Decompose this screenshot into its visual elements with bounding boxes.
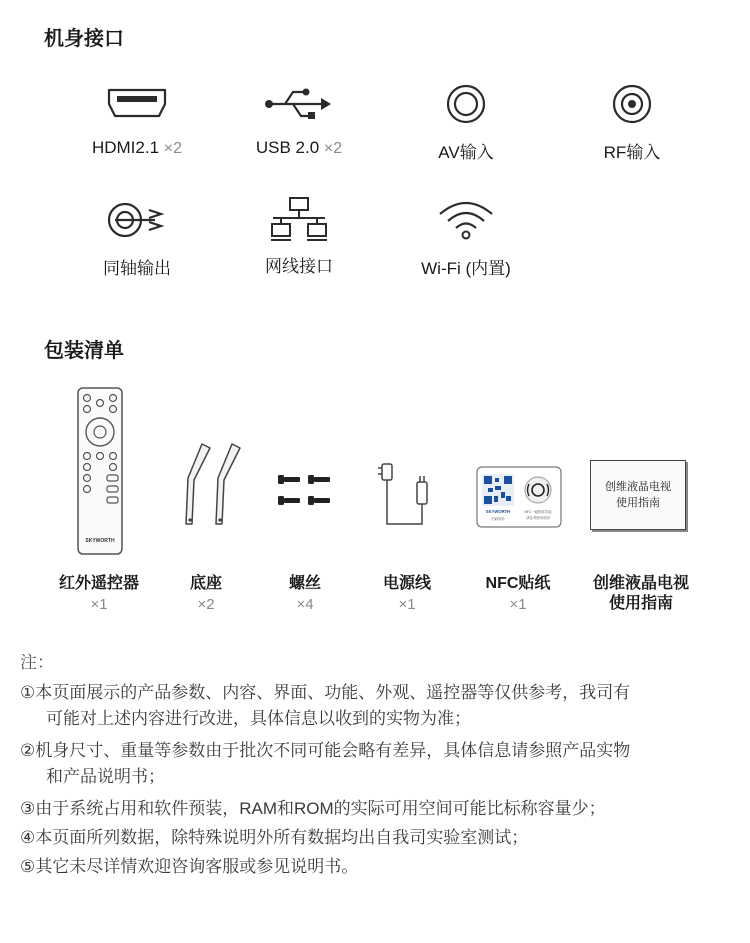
ethernet-port-icon — [269, 196, 329, 242]
item-name-stand: 底座 — [189, 575, 222, 592]
wifi-icon — [436, 200, 496, 240]
item-qty-nfc: ×1 — [509, 596, 527, 613]
note-item-5 — [20, 854, 358, 880]
port-label: Wi-Fi (内置) — [421, 259, 511, 278]
note-line: ⑤其它未尽详情欢迎咨询客服或参见说明书。 — [20, 857, 359, 876]
note-item-1 — [20, 680, 630, 732]
port-label: USB 2.0 — [255, 138, 320, 157]
item-name-power: 电源线 — [382, 575, 431, 592]
item-name-remote: 红外遥控器 — [58, 575, 139, 592]
item-name-nfc: NFC贴纸 — [485, 575, 551, 592]
item-name-manual-line2: 使用指南 — [608, 595, 673, 612]
port-label: RF输入 — [603, 143, 661, 162]
nfc-sticker-icon — [476, 466, 562, 528]
port-usb — [214, 84, 384, 158]
stand-legs-icon — [180, 440, 250, 530]
port-hdmi — [52, 84, 222, 158]
notes-heading: 注： — [20, 653, 54, 672]
note-line: ④本页面所列数据，除特殊说明外所有数据均出自我司实验室测试； — [20, 828, 529, 847]
port-label: HDMI2.1 — [91, 138, 160, 157]
coaxial-output-icon — [105, 200, 169, 240]
item-name-manual-line1: 创维液晶电视 — [592, 575, 689, 592]
item-qty-screws: ×4 — [296, 596, 314, 613]
screws-icon — [274, 470, 336, 512]
note-line: ②机身尺寸、重量等参数由于批次不同可能会略有差异，具体信息请参照产品实物 — [20, 741, 631, 760]
nfc-brand: SKYWORTH — [485, 509, 511, 514]
note-item-3 — [20, 796, 606, 822]
power-cord-icon — [378, 458, 434, 530]
port-coaxial — [52, 200, 222, 279]
manual-title-line2: 使用指南 — [616, 497, 660, 509]
interfaces-title: 机身接口 — [44, 28, 124, 50]
port-ethernet — [214, 196, 384, 277]
remote-brand: SKYWORTH — [85, 538, 115, 544]
nfc-caption-right-2: 请参考使用说明 — [526, 516, 550, 520]
manual-book-icon — [590, 460, 686, 530]
item-name-manual — [576, 574, 706, 614]
note-item-4 — [20, 825, 528, 851]
hdmi-port-icon — [105, 84, 169, 124]
note-line: 和产品说明书； — [46, 767, 165, 786]
note-line: 可能对上述内容进行改进，具体信息以收到的实物为准； — [46, 709, 471, 728]
note-line: ③由于系统占用和软件预装，RAM和ROM的实际可用空间可能比标称容量少； — [20, 799, 606, 818]
port-wifi — [381, 200, 551, 279]
port-qty: ×2 — [163, 140, 183, 157]
port-label: 网线接口 — [265, 257, 333, 276]
usb-port-icon — [263, 84, 335, 124]
nfc-caption-right: NFC一碰投屏功能 — [524, 510, 552, 514]
remote-control-icon — [76, 386, 124, 556]
item-qty-power: ×1 — [398, 596, 416, 613]
port-label: 同轴输出 — [103, 259, 171, 278]
port-rf — [547, 84, 717, 163]
item-name-screws: 螺丝 — [288, 575, 321, 592]
note-item-2 — [20, 738, 630, 790]
port-av — [381, 84, 551, 163]
item-qty-stand: ×2 — [197, 596, 215, 613]
package-title: 包装清单 — [44, 340, 124, 362]
note-line: ①本页面展示的产品参数、内容、界面、功能、外观、遥控器等仅供参考，我司有 — [20, 683, 631, 702]
nfc-caption-left: 扫码体验 — [491, 517, 505, 521]
av-input-icon — [444, 84, 488, 124]
port-qty: ×2 — [323, 140, 343, 157]
item-qty-remote: ×1 — [90, 596, 108, 613]
manual-title-line1: 创维液晶电视 — [605, 481, 671, 493]
rf-input-icon — [610, 84, 654, 124]
port-label: AV输入 — [438, 143, 494, 162]
